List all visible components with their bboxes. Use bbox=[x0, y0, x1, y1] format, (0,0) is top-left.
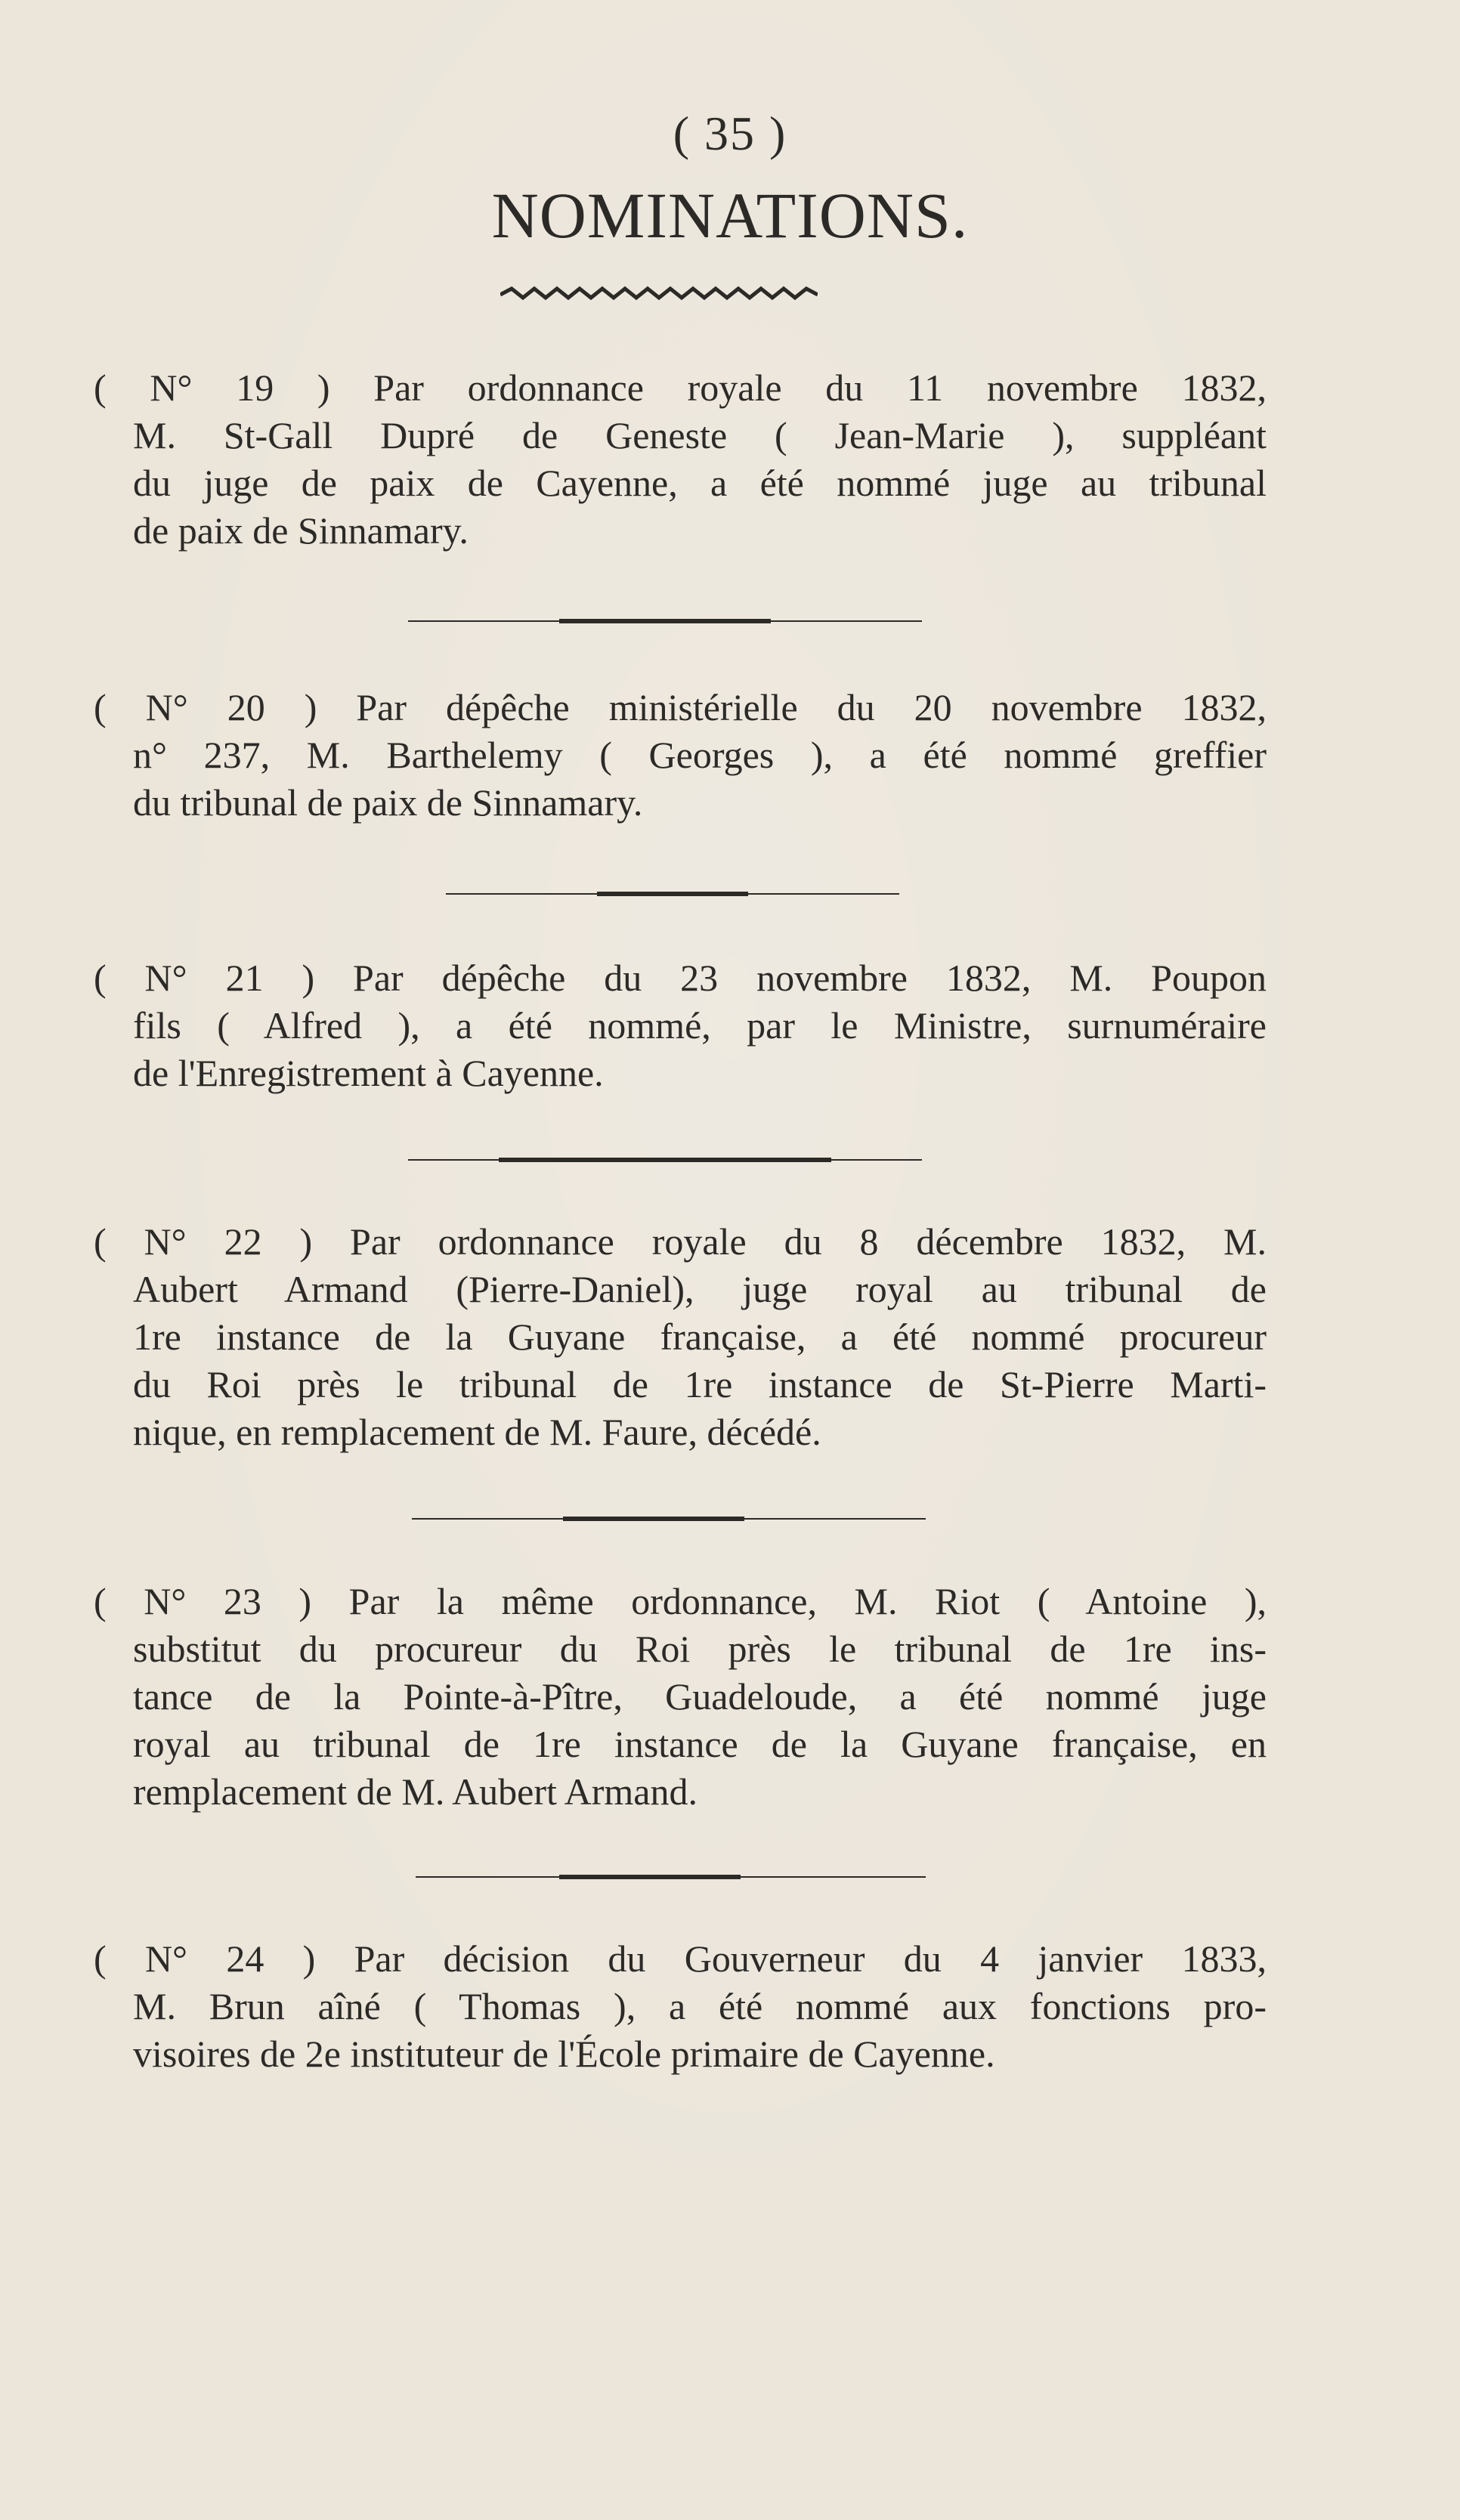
entry-line bbox=[94, 1578, 1267, 1625]
separator-rule bbox=[408, 618, 922, 623]
entry-line bbox=[94, 364, 1267, 412]
entry-line bbox=[94, 954, 1267, 1002]
page-title: NOMINATIONS. bbox=[491, 179, 969, 252]
entry-line bbox=[94, 684, 1267, 731]
page-number: ( 35 ) bbox=[673, 107, 787, 160]
nomination-entry-22 bbox=[94, 1218, 1267, 1456]
separator-rule bbox=[446, 891, 899, 895]
nomination-entry-23 bbox=[94, 1578, 1267, 1816]
entry-text: ( N° 22 ) Par ordonnance royale du 8 décembre 1832, M. bbox=[94, 1220, 1267, 1263]
entry-line: du tribunal de paix de Sinnamary. bbox=[133, 781, 643, 824]
entry-line: remplacement de M. Aubert Armand. bbox=[133, 1770, 698, 1813]
nomination-entry-20 bbox=[94, 684, 1267, 827]
entry-text: ( N° 20 ) Par dépêche ministérielle du 20 novembre 1832, bbox=[94, 686, 1267, 728]
nomination-entry-21 bbox=[94, 954, 1267, 1097]
entry-line: du Roi près le tribunal de 1re instance de St-Pierre Marti- bbox=[133, 1363, 1267, 1405]
entry-line bbox=[94, 1218, 1267, 1266]
entry-line: substitut du procureur du Roi près le tribunal de 1re ins- bbox=[133, 1628, 1267, 1670]
title-ornament bbox=[500, 286, 818, 304]
entry-line: Aubert Armand (Pierre-Daniel), juge royal au tribunal de bbox=[133, 1268, 1267, 1310]
entry-line: fils ( Alfred ), a été nommé, par le Ministre, surnuméraire bbox=[133, 1004, 1267, 1047]
nomination-entry-24 bbox=[94, 1935, 1267, 2078]
nomination-entry-19 bbox=[94, 364, 1267, 555]
entry-line: tance de la Pointe-à-Pître, Guadeloude, a été nommé juge bbox=[133, 1675, 1267, 1718]
entry-line: n° 237, M. Barthelemy ( Georges ), a été nommé greffier bbox=[133, 734, 1267, 776]
separator-rule bbox=[416, 1874, 926, 1878]
entry-line bbox=[94, 1935, 1267, 1983]
entry-text: ( N° 23 ) Par la même ordonnance, M. Riot ( Antoine ), bbox=[94, 1580, 1267, 1622]
entry-text: ( N° 21 ) Par dépêche du 23 novembre 1832, M. Poupon bbox=[94, 957, 1267, 999]
entry-line: M. Brun aîné ( Thomas ), a été nommé aux fonctions pro- bbox=[133, 1985, 1267, 2027]
separator-rule bbox=[408, 1157, 922, 1161]
entry-line: M. St-Gall Dupré de Geneste ( Jean-Marie ), suppléant bbox=[133, 414, 1267, 456]
entry-line: royal au tribunal de 1re instance de la Guyane française, en bbox=[133, 1723, 1267, 1765]
entry-line: nique, en remplacement de M. Faure, décédé. bbox=[133, 1411, 821, 1453]
separator-rule bbox=[412, 1516, 926, 1520]
entry-line: du juge de paix de Cayenne, a été nommé juge au tribunal bbox=[133, 462, 1267, 504]
entry-text: ( N° 19 ) Par ordonnance royale du 11 novembre 1832, bbox=[94, 366, 1267, 409]
entry-text: ( N° 24 ) Par décision du Gouverneur du 4 janvier 1833, bbox=[94, 1937, 1267, 1980]
entry-line: 1re instance de la Guyane française, a été nommé procureur bbox=[133, 1316, 1267, 1358]
entry-line: de l'Enregistrement à Cayenne. bbox=[133, 1052, 604, 1094]
entry-line: visoires de 2e instituteur de l'École primaire de Cayenne. bbox=[133, 2033, 995, 2075]
entry-line: de paix de Sinnamary. bbox=[133, 509, 469, 552]
